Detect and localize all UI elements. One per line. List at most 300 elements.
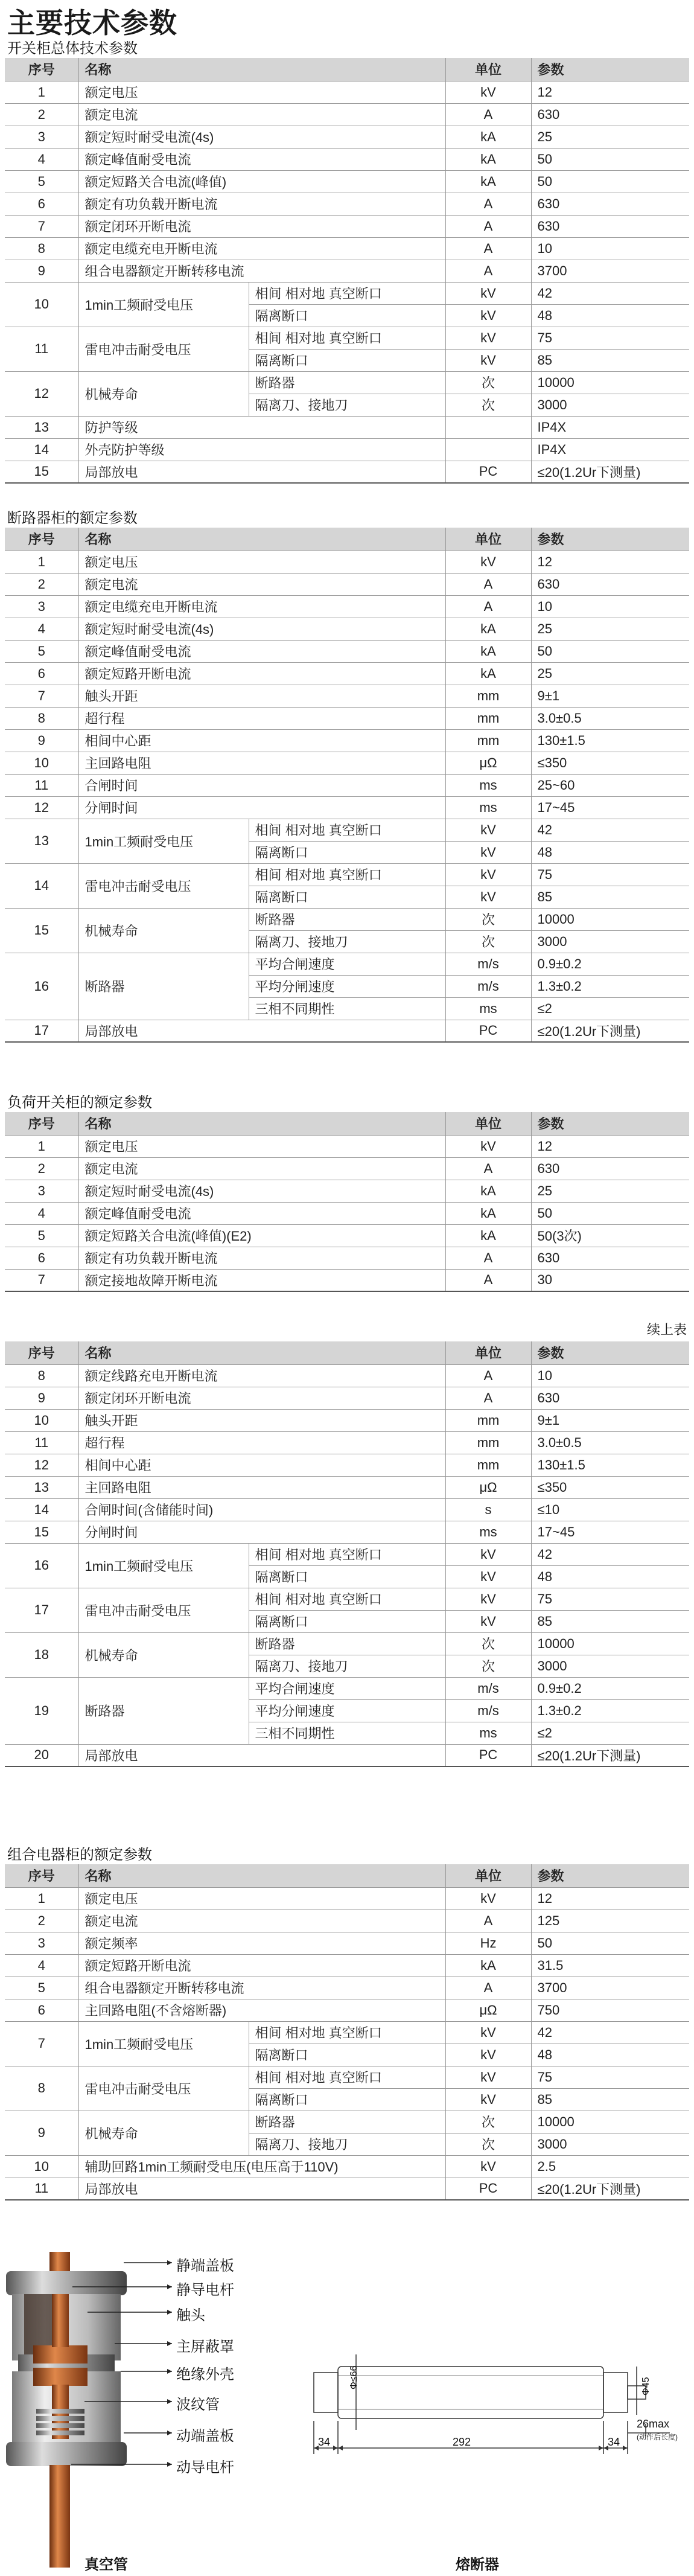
cell-no: 9 — [5, 2111, 78, 2155]
cell-no: 12 — [5, 1454, 78, 1476]
label-contact: 触头 — [176, 2307, 205, 2324]
cell-name: 超行程 — [78, 707, 445, 729]
table-row — [5, 1932, 689, 1954]
cell-unit: kV — [445, 81, 531, 103]
cell-subitem: 相间 相对地 真空断口 — [249, 819, 445, 841]
cell-unit: kV — [445, 2155, 531, 2178]
column-header-no: 序号 — [5, 1864, 78, 1887]
column-header-no: 序号 — [5, 1341, 78, 1364]
cell-value: 12 — [531, 81, 689, 103]
cell-unit: kV — [445, 327, 531, 349]
cell-subitem: 相间 相对地 真空断口 — [249, 282, 445, 304]
cell-name: 雷电冲击耐受电压 — [78, 2066, 249, 2111]
cell-name: 额定电流 — [78, 1910, 445, 1932]
cell-subitem: 相间 相对地 真空断口 — [249, 2021, 445, 2044]
table-row — [5, 1677, 689, 1699]
cell-no: 4 — [5, 1202, 78, 1224]
cell-name: 组合电器额定开断转移电流 — [78, 1977, 445, 1999]
cell-name: 雷电冲击耐受电压 — [78, 863, 249, 908]
cell-subitem: 隔离刀、接地刀 — [249, 1655, 445, 1677]
cell-name: 合闸时间 — [78, 774, 445, 796]
cell-unit: A — [445, 1247, 531, 1269]
table-row — [5, 416, 689, 438]
cell-value: 630 — [531, 103, 689, 126]
cell-subitem: 隔离刀、接地刀 — [249, 394, 445, 416]
cell-value: 17~45 — [531, 796, 689, 819]
table-row — [5, 1157, 689, 1180]
table-row — [5, 2066, 689, 2088]
cell-value: 50 — [531, 1932, 689, 1954]
cell-value: ≤350 — [531, 752, 689, 774]
cell-value: 48 — [531, 304, 689, 327]
cell-value: 10 — [531, 595, 689, 618]
section-title-breaker: 断路器柜的额定参数 — [7, 510, 138, 526]
table-row — [5, 1521, 689, 1543]
cell-unit: kV — [445, 886, 531, 908]
cell-name: 雷电冲击耐受电压 — [78, 1588, 249, 1632]
cell-unit: ms — [445, 1722, 531, 1744]
table-header-row — [5, 58, 689, 81]
table-row — [5, 685, 689, 707]
column-header-name: 名称 — [78, 1112, 445, 1135]
cell-value: 85 — [531, 886, 689, 908]
label-moving-cover: 动端盖板 — [176, 2428, 234, 2444]
table-row — [5, 707, 689, 729]
label-insulating-shell: 绝缘外壳 — [176, 2367, 234, 2383]
column-header-value: 参数 — [531, 58, 689, 81]
table-row — [5, 551, 689, 573]
cell-name: 分闸时间 — [78, 1521, 445, 1543]
cell-no: 5 — [5, 640, 78, 662]
cell-subitem: 相间 相对地 真空断口 — [249, 327, 445, 349]
cell-name: 主回路电阻 — [78, 752, 445, 774]
cell-unit — [445, 438, 531, 461]
column-header-name: 名称 — [78, 1341, 445, 1364]
cell-unit: kA — [445, 126, 531, 148]
table-row — [5, 1020, 689, 1042]
cell-value: 75 — [531, 1588, 689, 1610]
column-header-value: 参数 — [531, 1864, 689, 1887]
cell-value: ≤350 — [531, 1476, 689, 1498]
cell-value: 1.3±0.2 — [531, 975, 689, 997]
cell-name: 额定峰值耐受电流 — [78, 1202, 445, 1224]
cell-unit: 次 — [445, 394, 531, 416]
cell-unit: A — [445, 1157, 531, 1180]
cell-unit: A — [445, 1910, 531, 1932]
cell-name: 额定短时耐受电流(4s) — [78, 126, 445, 148]
cell-name: 额定峰值耐受电流 — [78, 148, 445, 170]
cell-unit: kV — [445, 2044, 531, 2066]
column-header-unit: 单位 — [445, 1864, 531, 1887]
cell-name: 1min工频耐受电压 — [78, 2021, 249, 2066]
column-header-unit: 单位 — [445, 1341, 531, 1364]
table-row — [5, 81, 689, 103]
table-header-row — [5, 1112, 689, 1135]
cell-name: 防护等级 — [78, 416, 445, 438]
cell-no: 15 — [5, 1521, 78, 1543]
cell-unit: kA — [445, 1224, 531, 1247]
cell-no: 4 — [5, 1954, 78, 1977]
table-row — [5, 573, 689, 595]
cell-no: 12 — [5, 371, 78, 416]
cell-value: 85 — [531, 2088, 689, 2111]
cell-unit: kA — [445, 662, 531, 685]
cell-unit: PC — [445, 1744, 531, 1766]
cell-no: 5 — [5, 1224, 78, 1247]
cell-value: 42 — [531, 282, 689, 304]
cell-no: 9 — [5, 729, 78, 752]
cell-name: 额定频率 — [78, 1932, 445, 1954]
table-row — [5, 126, 689, 148]
table-row — [5, 461, 689, 483]
cell-no: 14 — [5, 863, 78, 908]
page-title: 主要技术参数 — [7, 7, 177, 39]
cell-no: 1 — [5, 1135, 78, 1157]
cell-value: 2.5 — [531, 2155, 689, 2178]
column-header-unit: 单位 — [445, 58, 531, 81]
cell-unit: μΩ — [445, 1476, 531, 1498]
cell-name: 额定峰值耐受电流 — [78, 640, 445, 662]
cell-value: IP4X — [531, 416, 689, 438]
cell-unit: A — [445, 237, 531, 260]
cell-value: 0.9±0.2 — [531, 1677, 689, 1699]
cell-no: 8 — [5, 1364, 78, 1387]
cell-name: 1min工频耐受电压 — [78, 819, 249, 863]
cell-name: 额定线路充电开断电流 — [78, 1364, 445, 1387]
cell-value: ≤20(1.2Ur下测量) — [531, 1020, 689, 1042]
cell-value: 42 — [531, 819, 689, 841]
table-row — [5, 327, 689, 349]
label-bellows: 波纹管 — [176, 2397, 220, 2413]
column-header-unit: 单位 — [445, 1112, 531, 1135]
cell-name: 局部放电 — [78, 1744, 445, 1766]
cell-value: 3000 — [531, 930, 689, 953]
cell-unit: kV — [445, 1565, 531, 1588]
cell-subitem: 三相不同期性 — [249, 1722, 445, 1744]
column-header-name: 名称 — [78, 58, 445, 81]
cell-name: 额定闭环开断电流 — [78, 1387, 445, 1409]
column-header-value: 参数 — [531, 528, 689, 551]
cell-value: 3000 — [531, 394, 689, 416]
cell-value: 9±1 — [531, 1409, 689, 1431]
cell-no: 10 — [5, 1409, 78, 1431]
cell-name: 雷电冲击耐受电压 — [78, 327, 249, 371]
table-row — [5, 2178, 689, 2200]
table-row — [5, 1180, 689, 1202]
label-static-cover: 静端盖板 — [176, 2258, 234, 2274]
cell-unit: kA — [445, 1202, 531, 1224]
cell-value: 12 — [531, 551, 689, 573]
column-header-value: 参数 — [531, 1112, 689, 1135]
table-load-switch — [5, 1112, 689, 1292]
table-row — [5, 1269, 689, 1291]
table-row — [5, 237, 689, 260]
cell-unit: 次 — [445, 930, 531, 953]
cell-unit: kA — [445, 640, 531, 662]
cell-value: 10000 — [531, 1632, 689, 1655]
fuse-dim-max: 26max — [637, 2418, 670, 2430]
cell-value: 130±1.5 — [531, 729, 689, 752]
cell-unit: kV — [445, 1543, 531, 1565]
cell-unit: A — [445, 193, 531, 215]
cell-value: 50 — [531, 170, 689, 193]
cell-subitem: 平均合闸速度 — [249, 953, 445, 975]
table-row — [5, 1202, 689, 1224]
cell-value: ≤20(1.2Ur下测量) — [531, 461, 689, 483]
cell-unit: kV — [445, 282, 531, 304]
cell-value: 75 — [531, 863, 689, 886]
cell-subitem: 平均合闸速度 — [249, 1677, 445, 1699]
cell-value: 25 — [531, 662, 689, 685]
cell-name: 1min工频耐受电压 — [78, 282, 249, 327]
cell-no: 20 — [5, 1744, 78, 1766]
cell-value: 30 — [531, 1269, 689, 1291]
cell-name: 额定电流 — [78, 573, 445, 595]
cell-value: 130±1.5 — [531, 1454, 689, 1476]
cell-name: 组合电器额定开断转移电流 — [78, 260, 445, 282]
table-row — [5, 1135, 689, 1157]
table-row — [5, 1224, 689, 1247]
cell-no: 5 — [5, 1977, 78, 1999]
cell-unit: 次 — [445, 371, 531, 394]
cell-subitem: 隔离断口 — [249, 1565, 445, 1588]
table-row — [5, 1364, 689, 1387]
fuse-drawing — [308, 2330, 682, 2487]
cell-no: 8 — [5, 707, 78, 729]
table-breaker — [5, 528, 689, 1043]
fuse-dim-mid: 292 — [453, 2436, 471, 2448]
cell-unit: kV — [445, 1887, 531, 1910]
column-header-name: 名称 — [78, 1864, 445, 1887]
column-header-no: 序号 — [5, 528, 78, 551]
cell-value: 25 — [531, 618, 689, 640]
cell-value: IP4X — [531, 438, 689, 461]
cell-no: 4 — [5, 618, 78, 640]
cell-name: 局部放电 — [78, 461, 445, 483]
cell-unit: μΩ — [445, 752, 531, 774]
cell-subitem: 隔离断口 — [249, 2088, 445, 2111]
cell-unit: s — [445, 1498, 531, 1521]
cell-name: 触头开距 — [78, 1409, 445, 1431]
cell-value: 3000 — [531, 1655, 689, 1677]
cell-value: 42 — [531, 1543, 689, 1565]
cell-no: 5 — [5, 170, 78, 193]
fuse-dia-body: Φ≤66 — [349, 2365, 359, 2389]
table-row — [5, 1498, 689, 1521]
cell-name: 机械寿命 — [78, 2111, 249, 2155]
cell-no: 8 — [5, 237, 78, 260]
cell-unit: 次 — [445, 2133, 531, 2155]
cell-value: 17~45 — [531, 1521, 689, 1543]
cell-value: ≤2 — [531, 997, 689, 1020]
table-row — [5, 1744, 689, 1766]
table-overall — [5, 58, 689, 484]
cell-name: 分闸时间 — [78, 796, 445, 819]
cell-value: 12 — [531, 1135, 689, 1157]
cell-unit: 次 — [445, 908, 531, 930]
cell-unit: mm — [445, 729, 531, 752]
cell-value: ≤20(1.2Ur下测量) — [531, 1744, 689, 1766]
cell-unit: kV — [445, 2066, 531, 2088]
section-title-load-switch: 负荷开关柜的额定参数 — [7, 1095, 152, 1111]
cell-value: 50(3次) — [531, 1224, 689, 1247]
section-title-combined: 组合电器柜的额定参数 — [7, 1847, 152, 1863]
cell-no: 12 — [5, 796, 78, 819]
cell-unit: kV — [445, 1588, 531, 1610]
caption-fuse: 熔断器 — [456, 2557, 499, 2573]
cell-name: 额定短路关合电流(峰值)(E2) — [78, 1224, 445, 1247]
column-header-unit: 单位 — [445, 528, 531, 551]
cell-unit: A — [445, 1387, 531, 1409]
table-row — [5, 863, 689, 886]
label-static-rod: 静导电杆 — [176, 2282, 234, 2298]
table-row — [5, 260, 689, 282]
table-row — [5, 819, 689, 841]
cell-unit: A — [445, 1364, 531, 1387]
cell-no: 13 — [5, 819, 78, 863]
cell-unit: A — [445, 103, 531, 126]
table-row — [5, 1910, 689, 1932]
table-header-row — [5, 1864, 689, 1887]
cell-unit: A — [445, 215, 531, 237]
cell-name: 额定电压 — [78, 1887, 445, 1910]
cell-unit: ms — [445, 1521, 531, 1543]
cell-subitem: 三相不同期性 — [249, 997, 445, 1020]
cell-name: 额定电缆充电开断电流 — [78, 237, 445, 260]
table-row — [5, 1387, 689, 1409]
cell-subitem: 平均分闸速度 — [249, 975, 445, 997]
cell-no: 13 — [5, 1476, 78, 1498]
table-row — [5, 1999, 689, 2021]
cell-value: 630 — [531, 1157, 689, 1180]
cell-no: 15 — [5, 461, 78, 483]
cell-name: 1min工频耐受电压 — [78, 1543, 249, 1588]
cell-no: 7 — [5, 1269, 78, 1291]
cell-no: 7 — [5, 685, 78, 707]
table-row — [5, 2155, 689, 2178]
cell-no: 6 — [5, 662, 78, 685]
table-combined — [5, 1864, 689, 2200]
cell-no: 13 — [5, 416, 78, 438]
cell-name: 额定电压 — [78, 1135, 445, 1157]
cell-unit: A — [445, 260, 531, 282]
table-row — [5, 215, 689, 237]
cell-value: 0.9±0.2 — [531, 953, 689, 975]
cell-unit: kV — [445, 349, 531, 371]
cell-unit: m/s — [445, 953, 531, 975]
cell-no: 10 — [5, 282, 78, 327]
cell-value: 42 — [531, 2021, 689, 2044]
cell-no: 2 — [5, 1910, 78, 1932]
cell-name: 额定接地故障开断电流 — [78, 1269, 445, 1291]
table-row — [5, 662, 689, 685]
table-header-row — [5, 1341, 689, 1364]
fuse-dim-max-note: (动作后长度) — [637, 2433, 678, 2441]
cell-name: 主回路电阻(不含熔断器) — [78, 1999, 445, 2021]
cell-subitem: 平均分闸速度 — [249, 1699, 445, 1722]
cell-name: 额定有功负载开断电流 — [78, 1247, 445, 1269]
cell-no: 18 — [5, 1632, 78, 1677]
cell-unit: PC — [445, 461, 531, 483]
cell-value: 48 — [531, 1565, 689, 1588]
table-row — [5, 1543, 689, 1565]
cell-unit: kV — [445, 863, 531, 886]
cell-name: 额定电流 — [78, 1157, 445, 1180]
cell-subitem: 隔离断口 — [249, 1610, 445, 1632]
table-row — [5, 1632, 689, 1655]
cell-no: 9 — [5, 260, 78, 282]
cell-unit: 次 — [445, 1632, 531, 1655]
cell-value: 125 — [531, 1910, 689, 1932]
section-title-overall: 开关柜总体技术参数 — [7, 40, 138, 57]
cell-unit: PC — [445, 2178, 531, 2200]
cell-value: ≤10 — [531, 1498, 689, 1521]
cell-name: 外壳防护等级 — [78, 438, 445, 461]
cell-unit: kV — [445, 2021, 531, 2044]
cell-unit: 次 — [445, 2111, 531, 2133]
cell-unit: A — [445, 1977, 531, 1999]
cell-name: 额定电流 — [78, 103, 445, 126]
cell-no: 3 — [5, 126, 78, 148]
cell-unit — [445, 416, 531, 438]
cell-unit: kA — [445, 1180, 531, 1202]
cell-unit: kA — [445, 618, 531, 640]
cell-name: 机械寿命 — [78, 1632, 249, 1677]
label-main-shield: 主屏蔽罩 — [176, 2339, 234, 2355]
cell-unit: A — [445, 595, 531, 618]
cell-name: 局部放电 — [78, 2178, 445, 2200]
table-row — [5, 1977, 689, 1999]
table-row — [5, 729, 689, 752]
cell-value: 630 — [531, 1247, 689, 1269]
table-row — [5, 1431, 689, 1454]
cell-value: 1.3±0.2 — [531, 1699, 689, 1722]
cell-subitem: 断路器 — [249, 908, 445, 930]
cell-value: 48 — [531, 2044, 689, 2066]
cell-no: 10 — [5, 2155, 78, 2178]
cell-no: 1 — [5, 551, 78, 573]
cell-no: 3 — [5, 595, 78, 618]
cell-no: 3 — [5, 1180, 78, 1202]
cell-unit: kV — [445, 841, 531, 863]
cell-unit: ms — [445, 774, 531, 796]
table-row — [5, 282, 689, 304]
table-row — [5, 908, 689, 930]
table-row — [5, 796, 689, 819]
table-row — [5, 371, 689, 394]
cell-unit: kA — [445, 1954, 531, 1977]
continued-label: 续上表 — [646, 1322, 687, 1337]
table-row — [5, 640, 689, 662]
column-header-no: 序号 — [5, 1112, 78, 1135]
cell-subitem: 相间 相对地 真空断口 — [249, 1588, 445, 1610]
cell-no: 6 — [5, 193, 78, 215]
cell-no: 2 — [5, 103, 78, 126]
cell-name: 额定短时耐受电流(4s) — [78, 618, 445, 640]
cell-value: 31.5 — [531, 1954, 689, 1977]
cell-name: 额定短路开断电流 — [78, 1954, 445, 1977]
cell-value: 630 — [531, 215, 689, 237]
cell-value: 12 — [531, 1887, 689, 1910]
cell-subitem: 相间 相对地 真空断口 — [249, 863, 445, 886]
table-row — [5, 595, 689, 618]
cell-name: 相间中心距 — [78, 1454, 445, 1476]
cell-value: 10 — [531, 237, 689, 260]
cell-unit: A — [445, 573, 531, 595]
cell-name: 相间中心距 — [78, 729, 445, 752]
cell-name: 额定电压 — [78, 551, 445, 573]
cell-no: 19 — [5, 1677, 78, 1744]
